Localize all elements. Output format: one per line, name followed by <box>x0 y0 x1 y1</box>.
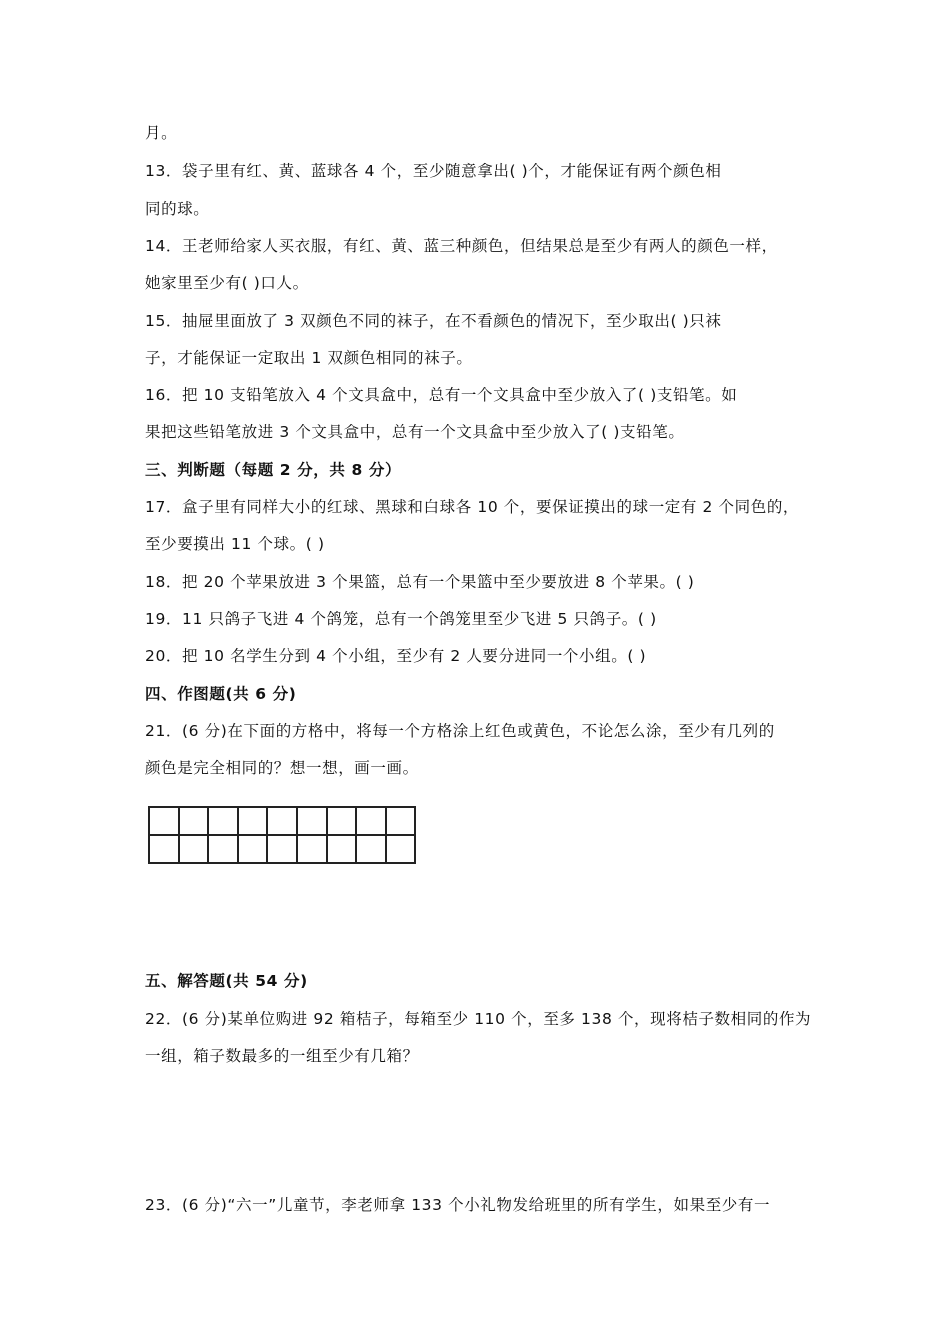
question-16: 16．把 10 支铅笔放入 4 个文具盒中，总有一个文具盒中至少放入了( )支铅笔。如 <box>145 386 738 404</box>
grid-cell <box>179 835 209 863</box>
question-21-cont: 颜色是完全相同的？想一想，画一画。 <box>145 759 419 777</box>
grid-cell <box>356 835 386 863</box>
grid-cell <box>179 807 209 835</box>
grid-cell <box>238 807 268 835</box>
line-month-end: 月。 <box>145 124 178 142</box>
grid-cell <box>208 835 238 863</box>
question-13: 13．袋子里有红、黄、蓝球各 4 个，至少随意拿出( )个，才能保证有两个颜色相 <box>145 162 722 180</box>
grid-row <box>149 835 415 863</box>
grid-cell <box>267 835 297 863</box>
question-23: 23．(6 分)“六一”儿童节，李老师拿 133 个小礼物发给班里的所有学生，如果至少有一 <box>145 1196 771 1214</box>
grid-cell <box>327 807 357 835</box>
grid-cell <box>327 835 357 863</box>
question-21: 21．(6 分)在下面的方格中，将每一个方格涂上红色或黄色，不论怎么涂，至少有几列的 <box>145 722 775 740</box>
grid-cell <box>356 807 386 835</box>
question-16-cont: 果把这些铅笔放进 3 个文具盒中，总有一个文具盒中至少放入了( )支铅笔。 <box>145 423 685 441</box>
question-14: 14．王老师给家人买衣服，有红、黄、蓝三种颜色，但结果总是至少有两人的颜色一样， <box>145 237 778 255</box>
grid-cell <box>297 807 327 835</box>
question-15-cont: 子，才能保证一定取出 1 双颜色相同的袜子。 <box>145 349 473 367</box>
question-19: 19．11 只鸽子飞进 4 个鸽笼，总有一个鸽笼里至少飞进 5 只鸽子。( ) <box>145 610 657 628</box>
question-17-cont: 至少要摸出 11 个球。( ) <box>145 535 325 553</box>
grid-cell <box>149 835 179 863</box>
grid-cell <box>208 807 238 835</box>
question-20: 20．把 10 名学生分到 4 个小组，至少有 2 人要分进同一个小组。( ) <box>145 647 647 665</box>
section-3-heading: 三、判断题（每题 2 分，共 8 分） <box>145 461 402 479</box>
grid-cell <box>149 807 179 835</box>
grid-cell <box>238 835 268 863</box>
grid-row <box>149 807 415 835</box>
question-15: 15．抽屉里面放了 3 双颜色不同的袜子，在不看颜色的情况下，至少取出( )只袜 <box>145 312 722 330</box>
question-13-cont: 同的球。 <box>145 200 210 218</box>
question-14-cont: 她家里至少有( )口人。 <box>145 274 309 292</box>
grid-cell <box>386 807 416 835</box>
question-18: 18．把 20 个苹果放进 3 个果篮，总有一个果篮中至少要放进 8 个苹果。( ) <box>145 573 695 591</box>
question-17: 17．盒子里有同样大小的红球、黑球和白球各 10 个，要保证摸出的球一定有 2 个同色的， <box>145 498 800 516</box>
question-22-cont: 一组，箱子数最多的一组至少有几箱？ <box>145 1047 419 1065</box>
grid-cell <box>297 835 327 863</box>
section-5-heading: 五、解答题(共 54 分) <box>145 972 308 990</box>
grid-cell <box>386 835 416 863</box>
section-4-heading: 四、作图题(共 6 分) <box>145 685 297 703</box>
question-22: 22．(6 分)某单位购进 92 箱桔子，每箱至少 110 个，至多 138 个，现将桔子数相同的作为 <box>145 1010 812 1028</box>
grid-cell <box>267 807 297 835</box>
coloring-grid <box>148 806 416 864</box>
